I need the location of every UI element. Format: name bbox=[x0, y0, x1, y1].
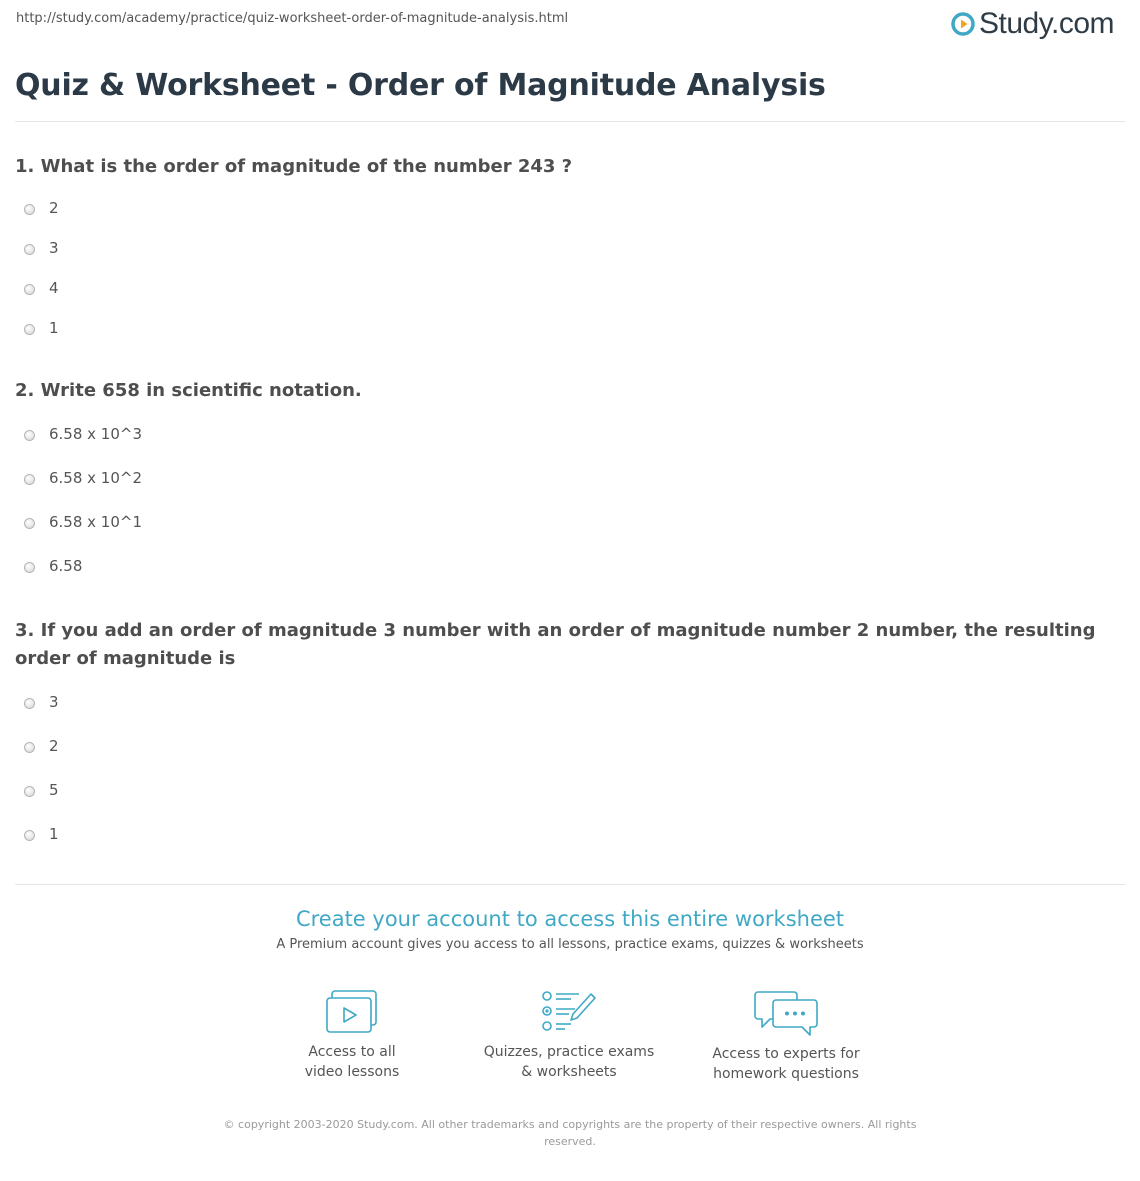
play-circle-logo-icon bbox=[951, 12, 975, 36]
radio-button[interactable] bbox=[24, 284, 35, 295]
question-2-option-3[interactable] bbox=[24, 513, 142, 531]
cta-subtitle: A Premium account gives you access to all lessons, practice exams, quizzes & worksheets bbox=[276, 937, 864, 952]
option-label: 4 bbox=[49, 279, 59, 297]
feature-quizzes bbox=[469, 990, 669, 1082]
feature-video-lessons bbox=[252, 990, 452, 1082]
option-label: 5 bbox=[49, 781, 59, 799]
feature-label-line1: Quizzes, practice exams bbox=[483, 1044, 655, 1060]
option-label: 1 bbox=[49, 319, 59, 337]
option-label: 3 bbox=[49, 693, 59, 711]
question-1-option-1[interactable] bbox=[24, 199, 59, 217]
question-3-option-2[interactable] bbox=[24, 737, 59, 755]
quiz-worksheet-icon bbox=[541, 990, 597, 1034]
question-1-option-3[interactable] bbox=[24, 279, 59, 297]
feature-label-line1: Access to experts for bbox=[712, 1046, 860, 1062]
question-2-option-2[interactable] bbox=[24, 469, 142, 487]
option-label: 2 bbox=[49, 199, 59, 217]
radio-button[interactable] bbox=[24, 204, 35, 215]
page-title: Quiz & Worksheet - Order of Magnitude Analysis bbox=[15, 68, 826, 103]
copyright-text: © copyright 2003-2020 Study.com. All other trademarks and copyrights are the property of their respective owners. All rights reserved. bbox=[223, 1118, 917, 1148]
expert-chat-icon bbox=[754, 990, 818, 1036]
radio-button[interactable] bbox=[24, 698, 35, 709]
feature-label-line2: video lessons bbox=[304, 1064, 400, 1080]
radio-button[interactable] bbox=[24, 244, 35, 255]
radio-button[interactable] bbox=[24, 324, 35, 335]
page-url: http://study.com/academy/practice/quiz-worksheet-order-of-magnitude-analysis.html bbox=[16, 11, 569, 26]
option-label: 6.58 bbox=[49, 557, 83, 575]
question-1-text: 1. What is the order of magnitude of the number 243 ? bbox=[15, 156, 573, 177]
question-1-option-2[interactable] bbox=[24, 239, 59, 257]
radio-button[interactable] bbox=[24, 430, 35, 441]
option-label: 1 bbox=[49, 825, 59, 843]
option-label: 6.58 x 10^2 bbox=[49, 469, 143, 487]
question-2-text: 2. Write 658 in scientific notation. bbox=[15, 380, 362, 401]
option-label: 2 bbox=[49, 737, 59, 755]
radio-button[interactable] bbox=[24, 562, 35, 573]
radio-button[interactable] bbox=[24, 786, 35, 797]
cta-divider bbox=[15, 884, 1125, 885]
footer bbox=[0, 1116, 1140, 1150]
logo-text: Study.com bbox=[979, 7, 1114, 40]
feature-label-line2: homework questions bbox=[713, 1066, 859, 1082]
study-logo[interactable] bbox=[951, 7, 1114, 41]
option-label: 3 bbox=[49, 239, 59, 257]
feature-label-line1: Access to all bbox=[308, 1044, 396, 1060]
option-label: 6.58 x 10^1 bbox=[49, 513, 143, 531]
question-1-option-4[interactable] bbox=[24, 319, 59, 337]
title-divider bbox=[15, 121, 1125, 122]
radio-button[interactable] bbox=[24, 742, 35, 753]
question-3-option-3[interactable] bbox=[24, 781, 59, 799]
question-3-option-4[interactable] bbox=[24, 825, 59, 843]
question-3-option-1[interactable] bbox=[24, 693, 59, 711]
cta-title-link[interactable]: Create your account to access this entire worksheet bbox=[295, 907, 845, 931]
video-lessons-icon bbox=[326, 990, 378, 1034]
radio-button[interactable] bbox=[24, 830, 35, 841]
question-2-option-1[interactable] bbox=[24, 425, 142, 443]
radio-button[interactable] bbox=[24, 518, 35, 529]
question-2-option-4[interactable] bbox=[24, 557, 82, 575]
option-label: 6.58 x 10^3 bbox=[49, 425, 143, 443]
feature-experts bbox=[686, 990, 886, 1084]
radio-button[interactable] bbox=[24, 474, 35, 485]
feature-label-line2: & worksheets bbox=[521, 1064, 617, 1080]
question-3-text: 3. If you add an order of magnitude 3 number with an order of magnitude number 2 number, the resulting order of magnitude is bbox=[15, 620, 1096, 669]
